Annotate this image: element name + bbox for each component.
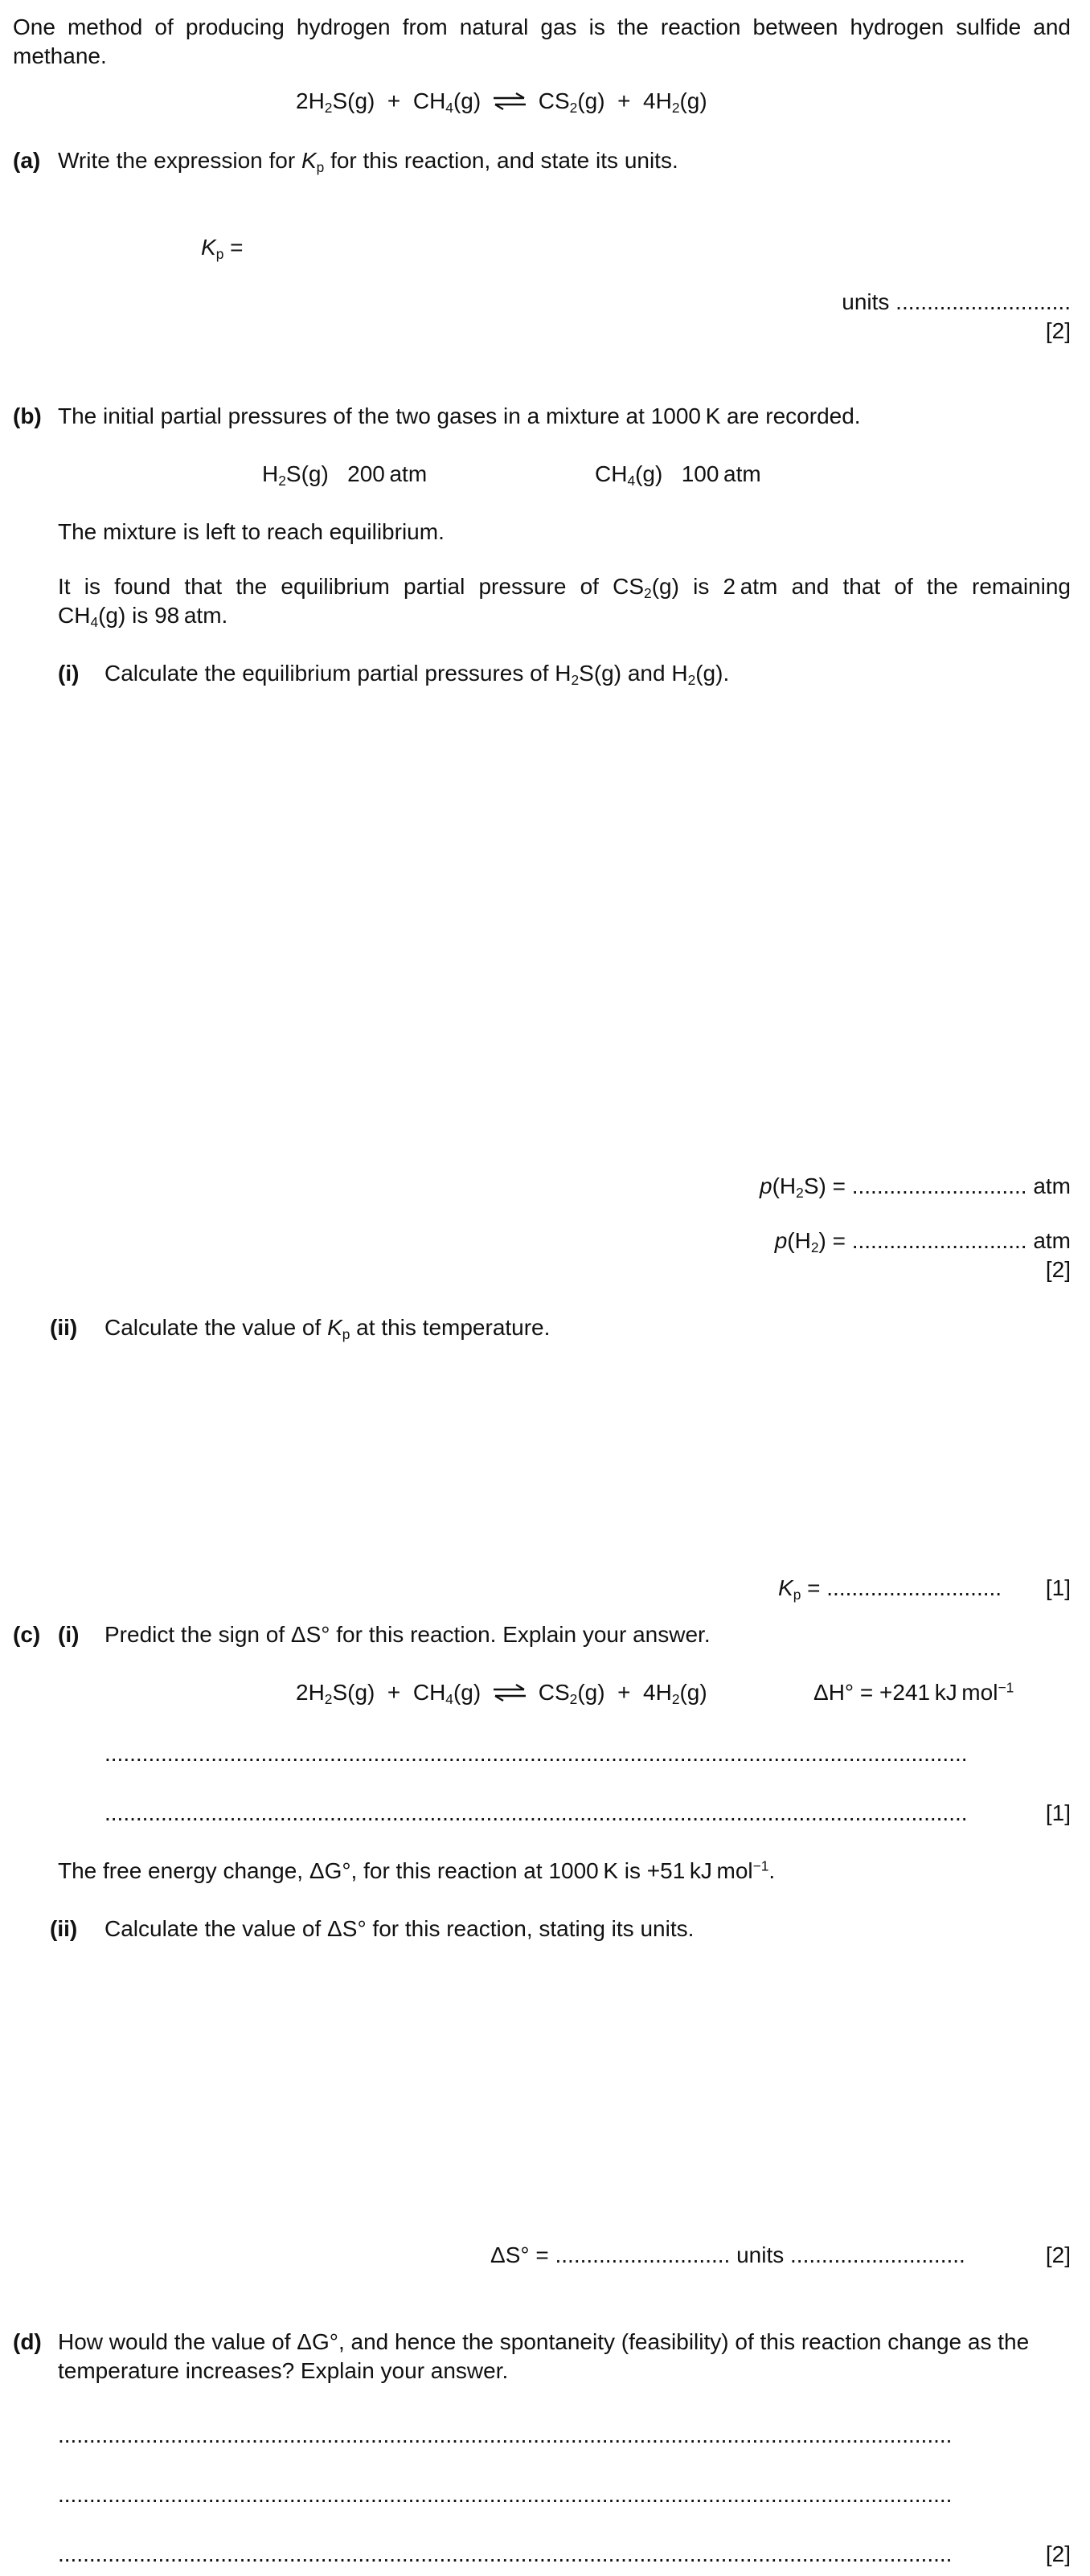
part-d-marks: [2] <box>1045 2541 1071 2566</box>
part-b-label: (b) <box>13 403 42 428</box>
p-h2s-answer-line[interactable]: $p(H_2S)$ = ............................ atm <box>760 1173 1071 1201</box>
kp-expression-label: $K_p$ = <box>201 235 244 262</box>
part-c-i-answer-line-2[interactable]: .......................................................................................................................................... <box>104 1800 968 1825</box>
part-b-i-question: Calculate the equilibrium partial pressures of $H_2S(g)$ and $H_2(g)$. <box>104 661 730 688</box>
part-d-answer-line-2[interactable]: ............................................................................................................................................... <box>58 2482 953 2507</box>
p-h2-answer-line[interactable]: $p(H_2)$ = ............................ atm <box>774 1228 1071 1255</box>
part-b-ii-question: Calculate the value of $K_p$ at this temperature. <box>104 1315 551 1342</box>
part-c-ii-marks: [2] <box>1045 2242 1071 2267</box>
part-d-question: How would the value of ΔG°, and hence the spontaneity (feasibility) of this reaction change as the temperature increases? Explain your answer. <box>58 2329 1030 2384</box>
reaction-equation-repeat: $2H_2S(g) + CH_4(g) CS_2(g) + 4H_2(g)$ <box>296 1680 707 1707</box>
part-c-i-question: Predict the sign of ΔS° for this reaction. Explain your answer. <box>104 1622 711 1647</box>
kp-units-answer-line[interactable]: units ............................ <box>842 289 1071 314</box>
equilibrium-arrow-icon <box>492 91 527 112</box>
part-c-ii-label: (ii) <box>50 1916 78 1941</box>
part-b-ii-marks: [1] <box>1045 1575 1071 1600</box>
initial-pressure-h2s: $H_2S(g)$ 200 atm <box>262 461 428 489</box>
part-a-question: Write the expression for $K_p$ for this reaction, and state its units. <box>58 148 678 175</box>
reaction-equation: $2H_2S(g) + CH_4(g) CS_2(g) + 4H_2(g)$ <box>296 88 707 116</box>
part-b-ii-label: (ii) <box>50 1315 78 1340</box>
part-d-label: (d) <box>13 2329 42 2354</box>
intro-text: One method of producing hydrogen from natural gas is the reaction between hydrogen sulfide and methane. <box>13 14 1071 69</box>
part-d-answer-line-1[interactable]: ............................................................................................................................................... <box>58 2422 953 2447</box>
part-c-i-marks: [1] <box>1045 1800 1071 1825</box>
equilibrium-arrow-icon <box>492 1682 527 1703</box>
part-c-ii-question: Calculate the value of ΔS° for this reaction, stating its units. <box>104 1916 695 1941</box>
part-b-i-marks: [2] <box>1045 1257 1071 1282</box>
equilibrium-found-text: It is found that the equilibrium partial pressure of $CS_2(g)$ is 2 atm and that of the remaining $CH_4(g)$ is 98 atm. <box>58 574 1071 631</box>
part-c-i-answer-line-1[interactable]: .......................................................................................................................................... <box>104 1741 968 1766</box>
kp-answer-line[interactable]: $K_p$ = ............................ <box>778 1575 1002 1603</box>
part-d-answer-line-3[interactable]: ............................................................................................................................................... <box>58 2541 953 2566</box>
part-b-i-label: (i) <box>58 661 80 686</box>
part-c-i-label: (i) <box>58 1622 80 1647</box>
part-a-marks: [2] <box>1045 318 1071 343</box>
delta-s-answer-line[interactable]: ΔS° = ............................ units ............................ <box>490 2242 965 2267</box>
part-b-intro: The initial partial pressures of the two gases in a mixture at 1000 K are recorded. <box>58 403 861 428</box>
free-energy-statement: The free energy change, ΔG°, for this reaction at 1000 K is +51 kJ mol$^{-1}$. <box>58 1857 776 1883</box>
equilibrium-statement: The mixture is left to reach equilibrium. <box>58 519 445 544</box>
initial-pressure-ch4: $CH_4(g)$ 100 atm <box>595 461 761 489</box>
part-a-label: (a) <box>13 148 41 173</box>
part-c-label: (c) <box>13 1622 41 1647</box>
enthalpy-value: ΔH° = +241 kJ mol$^{-1}$ <box>813 1679 1014 1705</box>
